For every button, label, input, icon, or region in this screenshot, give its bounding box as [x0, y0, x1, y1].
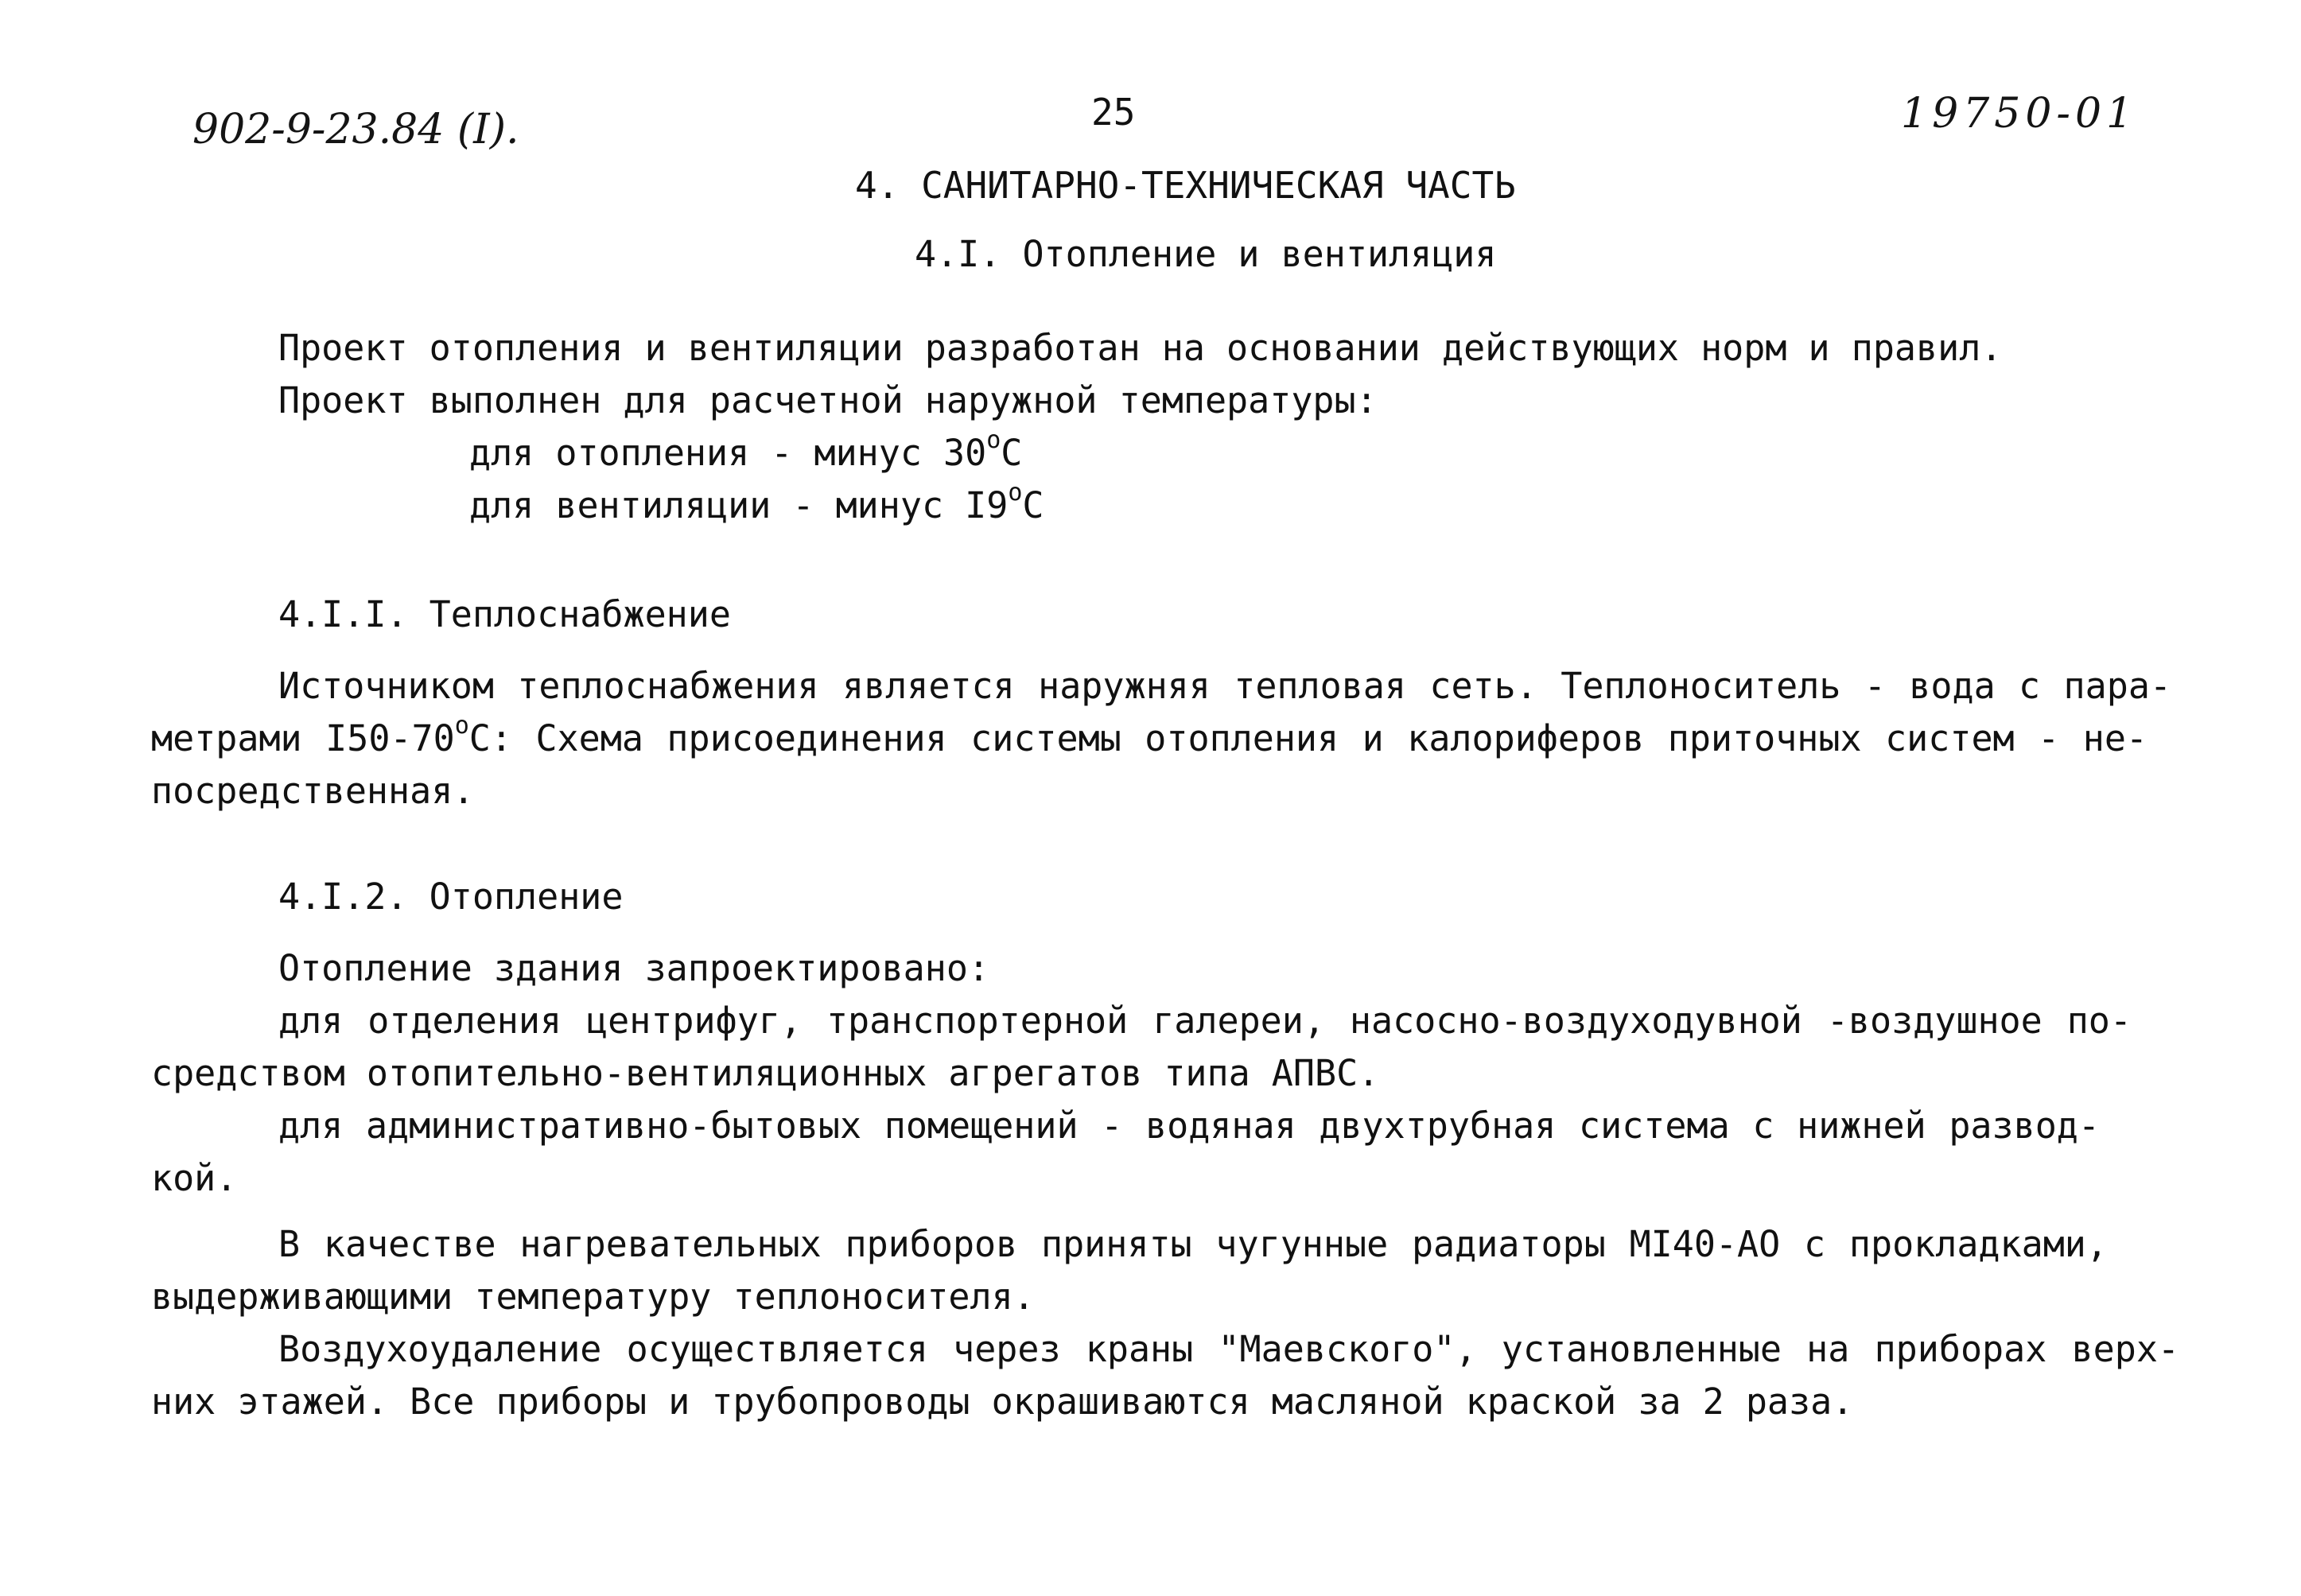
archive-code: 902-9-23.84 (I). — [192, 106, 519, 153]
intro-line-2: Проект выполнен для расчетной наружной температуры: — [278, 379, 1378, 421]
heating-para-3-line-1: В качестве нагревательных приборов приняты чугунные радиаторы МI40-АО с прокладками, — [278, 1223, 2108, 1265]
heat-supply-line-1: Источником теплоснабжения является наружняя тепловая сеть. Теплоноситель - вода с пара- — [278, 665, 2171, 707]
heating-temperature-text: для отопления - минус 30 — [469, 432, 987, 474]
inventory-number: 19750-01 — [1901, 90, 2138, 138]
section-title: 4. САНИТАРНО-ТЕХНИЧЕСКАЯ ЧАСТЬ — [855, 164, 1516, 207]
section-subtitle: 4.I. Отопление и вентиляция — [915, 233, 1497, 275]
heating-para-1-line-2: средством отопительно-вентиляционных агрегатов типа АПВС. — [151, 1052, 1380, 1094]
degree-symbol: o — [986, 426, 1001, 454]
celsius-unit: C — [1022, 484, 1044, 526]
heat-supply-line-2-text: метрами I50-70 — [151, 717, 455, 759]
heating-temperature — [469, 427, 1022, 480]
intro-line-1: Проект отопления и вентиляции разработан на основании действующих норм и правил. — [278, 327, 2003, 369]
ventilation-temperature — [469, 480, 1044, 532]
page-number: 25 — [1091, 91, 1136, 134]
heat-supply-heading: 4.I.I. Теплоснабжение — [278, 593, 731, 635]
degree-symbol: o — [454, 712, 469, 740]
heating-heading: 4.I.2. Отопление — [278, 876, 624, 918]
heating-intro: Отопление здания запроектировано: — [278, 947, 990, 989]
ventilation-temperature-text: для вентиляции - минус I9 — [469, 484, 1009, 526]
heat-supply-line-2-rest: C: Схема присоединения системы отопления и калориферов приточных систем - не- — [468, 717, 2148, 759]
heating-para-2-line-1: для административно-бытовых помещений - водяная двухтрубная система с нижней развод- — [278, 1105, 2100, 1147]
heating-para-4-line-1: Воздухоудаление осуществляется через краны "Маевского", установленные на приборах верх- — [278, 1328, 2179, 1370]
heat-supply-line-2 — [151, 713, 2147, 765]
heating-para-1-line-1: для отделения центрифуг, транспортерной галереи, насосно-воздуходувной -воздушное по- — [278, 1000, 2132, 1042]
heating-para-3-line-2: выдерживающими температуру теплоносителя. — [151, 1276, 1035, 1318]
heating-para-4-line-2: них этажей. Все приборы и трубопроводы окрашиваются масляной краской за 2 раза. — [151, 1380, 1854, 1423]
heating-para-2-line-2: кой. — [151, 1157, 238, 1199]
degree-symbol: o — [1008, 479, 1023, 507]
heat-supply-line-3: посредственная. — [151, 770, 475, 812]
celsius-unit: C — [1001, 432, 1023, 474]
